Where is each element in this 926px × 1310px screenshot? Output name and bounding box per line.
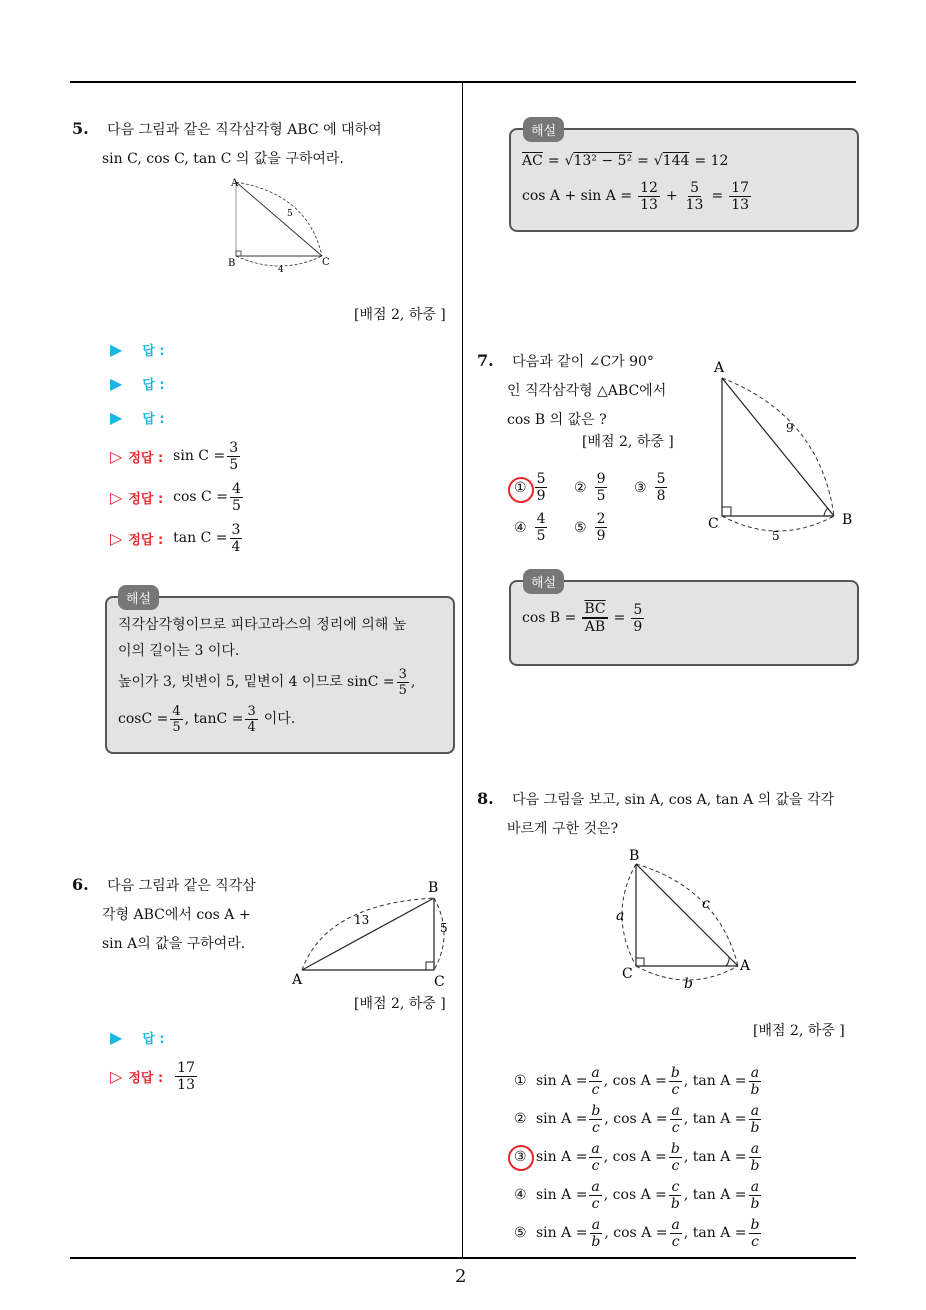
numerator: a — [671, 1102, 680, 1119]
q6-triangle-figure — [286, 876, 458, 992]
vertex-c-label: C — [434, 974, 445, 990]
vertex-a-label: A — [292, 972, 303, 988]
question-text: cos B 의 값은 ? — [507, 412, 607, 428]
base-label: 4 — [278, 265, 284, 275]
answer-line — [110, 406, 165, 428]
numerator: b — [670, 1140, 680, 1157]
sin-label: sin A = — [536, 1111, 588, 1127]
play-icon: ▶ — [110, 407, 123, 427]
numerator: a — [750, 1140, 760, 1157]
play-outline-icon: ▷ — [110, 446, 123, 466]
numerator: 4 — [172, 703, 181, 719]
column-divider — [462, 82, 463, 1258]
selected-answer-circle — [508, 477, 534, 503]
numerator: c — [671, 1178, 680, 1195]
denominator: c — [591, 1119, 600, 1136]
question-text: sin A의 값을 구하여라. — [102, 936, 246, 952]
q8-choice-5[interactable] — [514, 1214, 763, 1252]
numerator: 3 — [229, 439, 239, 456]
q6-meta: [배점 2, 하중 ] — [354, 996, 446, 1012]
denominator: b — [750, 1195, 760, 1212]
equals: = — [711, 188, 724, 204]
denominator: 13 — [685, 196, 704, 213]
radicand: 13² − 5² — [573, 153, 633, 169]
vertex-c-label: C — [708, 516, 719, 532]
side-b-label: b — [684, 976, 693, 992]
denominator: 9 — [536, 488, 546, 504]
question-text: 바르게 구한 것은? — [507, 821, 619, 837]
tan-label: , tan A = — [683, 1111, 747, 1127]
sin-label: sin A = — [536, 1187, 588, 1203]
vertex-b-label: B — [228, 258, 236, 269]
question-text: 다음 그림을 보고, sin A, cos A, tan A 의 값을 각각 — [512, 792, 835, 808]
choice-mark: ② — [574, 479, 587, 496]
correct-label: 정답 : — [128, 450, 164, 466]
denominator: 5 — [536, 528, 546, 544]
numerator: 3 — [231, 521, 241, 538]
cos-label: , cos A = — [604, 1111, 668, 1127]
correct-answer-tan — [110, 518, 244, 558]
numerator: 17 — [177, 1059, 195, 1076]
answer-line — [110, 338, 165, 360]
denominator: b — [750, 1119, 760, 1136]
numerator: a — [591, 1216, 601, 1233]
top-rule — [70, 81, 856, 83]
q5-explanation-text — [118, 612, 448, 738]
base-label: 5 — [772, 529, 780, 543]
correct-answer-sin — [110, 436, 242, 476]
question-6 — [72, 870, 256, 959]
cos-label: , cos A = — [603, 1187, 667, 1203]
answer-expression: tan C = — [173, 530, 228, 546]
q7-choice-5[interactable] — [574, 512, 609, 543]
numerator: b — [591, 1102, 601, 1119]
numerator: 5 — [656, 471, 666, 487]
numerator: 3 — [398, 666, 407, 682]
q8-choice-4[interactable] — [514, 1176, 763, 1214]
correct-answer — [110, 1056, 199, 1096]
answer-line — [110, 372, 165, 394]
equals: = — [547, 153, 560, 169]
numerator: a — [671, 1216, 680, 1233]
numerator: a — [591, 1140, 600, 1157]
numerator: 2 — [596, 511, 606, 527]
numerator: $\overline{BC}$ — [584, 601, 606, 617]
hypotenuse-label: 5 — [287, 209, 293, 219]
answer-expression: sin C = — [173, 448, 226, 464]
question-text: 다음 그림과 같은 직각삼 — [107, 878, 256, 894]
denominator: 8 — [656, 488, 666, 504]
denominator: 5 — [596, 488, 606, 504]
equals: = — [613, 610, 626, 626]
denominator: 9 — [633, 618, 643, 635]
answer-label: 답 : — [142, 343, 165, 359]
expression: cos A + sin A = — [522, 188, 633, 204]
numerator: a — [750, 1102, 760, 1119]
tan-label: , tan A = — [683, 1187, 747, 1203]
question-text: 다음과 같이 ∠C가 90° — [512, 354, 654, 370]
denominator: b — [670, 1195, 680, 1212]
correct-label: 정답 : — [128, 1070, 164, 1086]
tan-label: , tan A = — [683, 1225, 747, 1241]
numerator: 12 — [640, 179, 658, 196]
play-icon: ▶ — [110, 339, 123, 359]
explanation-text: 높이가 3, 빗변이 5, 밑변이 4 이므로 sinC = — [118, 674, 395, 690]
correct-answer-cos — [110, 477, 245, 517]
vertex-b-label: B — [428, 880, 439, 896]
explanation-tag: 해설 — [523, 117, 564, 142]
numerator: 5 — [633, 601, 643, 618]
question-8 — [477, 784, 834, 844]
cos-label: , cos A = — [604, 1225, 668, 1241]
choice-mark: ④ — [514, 519, 527, 536]
explanation-line — [118, 700, 448, 738]
denominator: c — [591, 1081, 600, 1098]
q7-triangle-figure — [702, 356, 862, 546]
result: = 12 — [694, 153, 729, 169]
denominator: c — [591, 1157, 600, 1174]
numerator: b — [750, 1216, 760, 1233]
play-outline-icon: ▷ — [110, 487, 123, 507]
question-5 — [72, 114, 382, 174]
cos-label: , cos A = — [603, 1149, 667, 1165]
choice-mark: ② — [514, 1111, 527, 1127]
denominator: c — [671, 1157, 680, 1174]
q7-explanation-text — [522, 602, 646, 634]
correct-label: 정답 : — [128, 532, 164, 548]
vertex-a-label: A — [231, 178, 239, 189]
q8-choice-1[interactable] — [514, 1062, 763, 1100]
tan-label: , tan A = — [683, 1149, 747, 1165]
numerator: 9 — [596, 471, 606, 487]
equals: = — [637, 153, 649, 169]
correct-label: 정답 : — [128, 491, 164, 507]
answer-label: 답 : — [142, 1031, 165, 1047]
denominator: 5 — [398, 682, 407, 698]
explanation-tag: 해설 — [523, 569, 564, 594]
sqrt-symbol: √ — [653, 153, 663, 169]
side-label: 5 — [440, 921, 448, 935]
denominator: c — [751, 1233, 759, 1250]
vertex-c-label: C — [322, 257, 330, 268]
q7-choice-4[interactable] — [514, 512, 549, 543]
question-7 — [477, 346, 666, 435]
play-outline-icon: ▷ — [110, 528, 123, 548]
denominator: c — [671, 1119, 680, 1136]
segment-ac: $\overline{AC}$ — [522, 153, 543, 169]
expression: cos B = — [522, 610, 577, 626]
explanation-tag: 해설 — [118, 585, 159, 610]
question-text: sin C, cos C, tan C 의 값을 구하여라. — [102, 151, 344, 167]
question-number: 5. — [72, 119, 89, 138]
plus: + — [665, 188, 678, 204]
numerator: 5 — [536, 471, 546, 487]
play-outline-icon: ▷ — [110, 1066, 123, 1086]
bottom-rule — [70, 1257, 856, 1259]
answer-expression: cos C = — [173, 489, 228, 505]
choice-mark: ① — [514, 1073, 527, 1089]
numerator: a — [750, 1178, 760, 1195]
explanation-text: cosC = — [118, 711, 169, 727]
play-icon: ▶ — [110, 373, 123, 393]
numerator: a — [591, 1064, 600, 1081]
question-text: 각형 ABC에서 cos A + — [102, 907, 251, 923]
hypotenuse-label: 13 — [354, 913, 370, 927]
choice-mark: ③ — [634, 479, 647, 496]
page-number: 2 — [455, 1266, 467, 1287]
question-text: 다음 그림과 같은 직각삼각형 ABC 에 대하여 — [107, 122, 382, 138]
denominator: AB — [584, 619, 606, 635]
denominator: 4 — [231, 538, 241, 555]
numerator: 4 — [536, 511, 546, 527]
explanation-line: 직각삼각형이므로 피타고라스의 정리에 의해 높 — [118, 617, 407, 633]
selected-answer-circle — [508, 1145, 534, 1171]
question-number: 8. — [477, 789, 494, 808]
denominator: 5 — [229, 456, 239, 473]
denominator: 5 — [172, 719, 181, 735]
sin-label: sin A = — [536, 1149, 588, 1165]
answer-label: 답 : — [142, 377, 165, 393]
choice-mark: ④ — [514, 1187, 527, 1203]
vertex-b-label: B — [842, 512, 853, 528]
question-number: 7. — [477, 351, 494, 370]
q8-meta: [배점 2, 하중 ] — [753, 1023, 845, 1039]
side-a-label: a — [616, 908, 625, 924]
choice-mark: ⑤ — [514, 1225, 527, 1241]
cos-label: , cos A = — [603, 1073, 667, 1089]
radicand: 144 — [662, 153, 690, 169]
numerator: b — [670, 1064, 680, 1081]
choice-mark: ⑤ — [574, 519, 587, 536]
tan-label: , tan A = — [683, 1073, 747, 1089]
denominator: 5 — [231, 497, 241, 514]
q8-choices — [514, 1062, 763, 1252]
denominator: 13 — [177, 1076, 195, 1093]
question-number: 6. — [72, 875, 89, 894]
answer-label: 답 : — [142, 411, 165, 427]
vertex-b-label: B — [629, 848, 640, 864]
answer-line — [110, 1026, 165, 1048]
vertex-a-label: A — [714, 360, 725, 376]
q5-meta: [배점 2, 하중 ] — [354, 307, 446, 323]
denominator: 13 — [731, 196, 750, 213]
q7-choice-2[interactable] — [574, 472, 609, 503]
q7-meta: [배점 2, 하중 ] — [582, 434, 674, 450]
q8-choice-2[interactable] — [514, 1100, 763, 1138]
denominator: b — [591, 1233, 601, 1250]
explanation-line: 이의 길이는 3 이다. — [118, 643, 240, 659]
denominator: c — [591, 1195, 600, 1212]
q7-choice-3[interactable] — [634, 472, 669, 503]
sqrt-symbol: √ — [564, 153, 574, 169]
q6-explanation-text — [522, 146, 753, 216]
denominator: b — [750, 1157, 760, 1174]
hypotenuse-label: 9 — [786, 421, 794, 435]
numerator: 17 — [731, 179, 750, 196]
numerator: a — [750, 1064, 760, 1081]
sin-label: sin A = — [536, 1073, 588, 1089]
q8-choice-3[interactable] — [514, 1138, 763, 1176]
choice-mark: ③ — [514, 1149, 527, 1165]
q8-triangle-figure — [608, 844, 758, 994]
denominator: c — [671, 1081, 680, 1098]
sin-label: sin A = — [536, 1225, 588, 1241]
explanation-line: 높이가 3, 빗변이 5, 밑변이 4 이므로 sinC = $\frac{3}{5}$ , — [118, 666, 416, 698]
vertex-c-label: C — [622, 966, 633, 982]
denominator: b — [750, 1081, 760, 1098]
question-text: 인 직각삼각형 △ABC에서 — [507, 383, 667, 399]
explanation-text: 이다. — [263, 711, 296, 727]
q5-triangle-figure — [222, 176, 342, 280]
vertex-a-label: A — [740, 958, 751, 974]
numerator: 5 — [690, 179, 700, 196]
denominator: 13 — [640, 196, 658, 213]
play-icon: ▶ — [110, 1027, 123, 1047]
denominator: 9 — [596, 528, 606, 544]
choice-mark: ① — [514, 479, 527, 496]
numerator: 4 — [231, 480, 241, 497]
denominator: 4 — [247, 719, 256, 735]
explanation-text: , tanC = — [184, 711, 244, 727]
numerator: a — [591, 1178, 600, 1195]
denominator: c — [671, 1233, 680, 1250]
numerator: 3 — [247, 703, 256, 719]
side-c-label: c — [702, 896, 710, 912]
